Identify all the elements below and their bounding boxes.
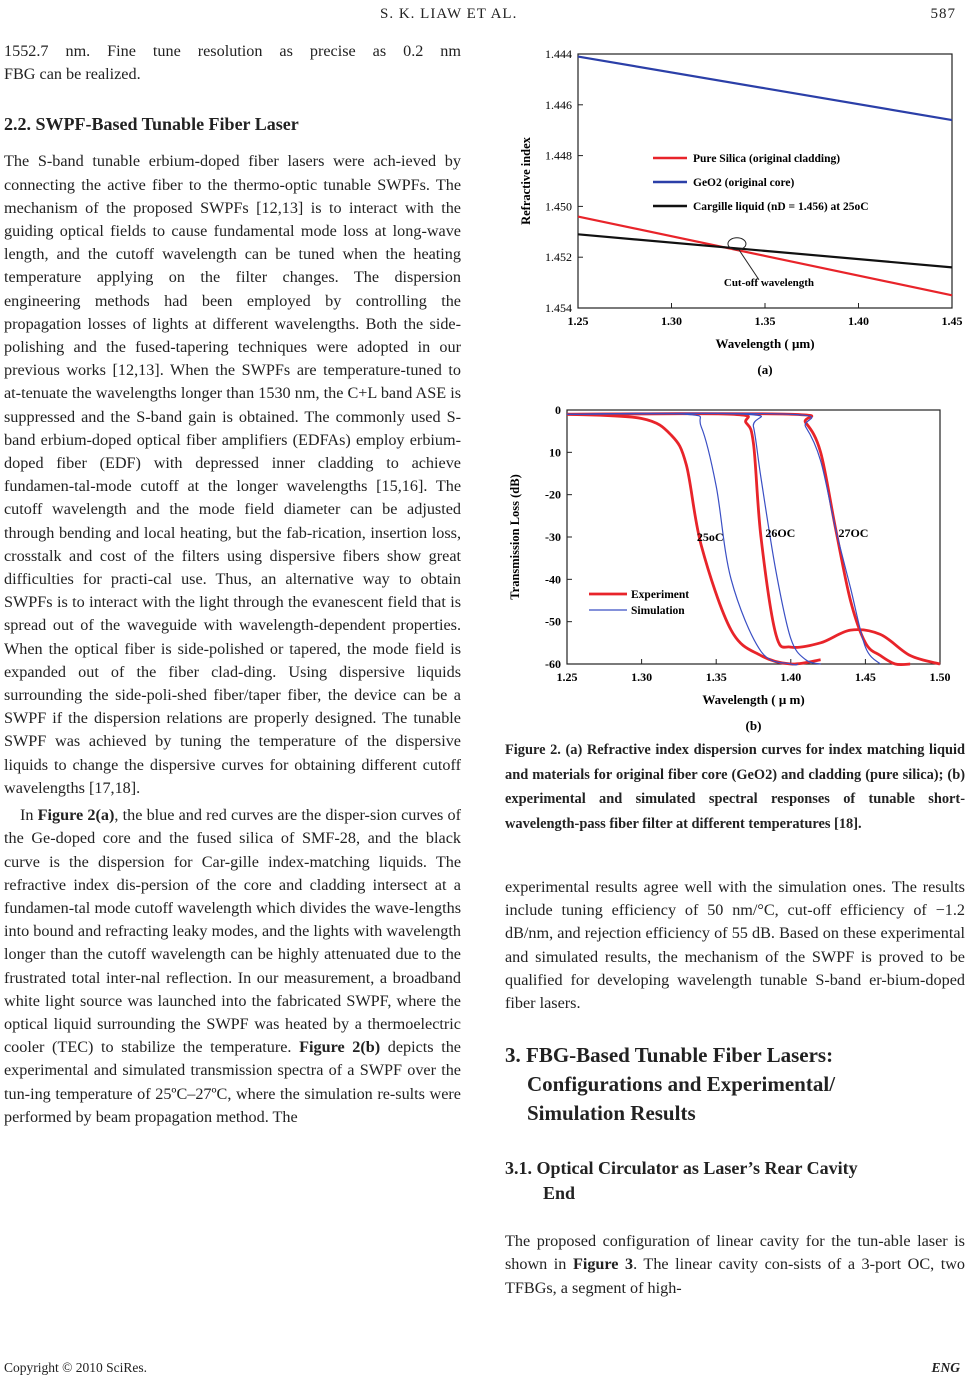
y-tick-label: 1.444 [545, 47, 572, 61]
y-tick-label: -30 [545, 530, 561, 544]
x-tick-label: 1.25 [556, 670, 578, 684]
panel-label: (a) [757, 362, 773, 377]
x-tick-label: 1.30 [631, 670, 653, 684]
legend-entry-0: Pure Silica (original cladding) [693, 153, 841, 165]
x-tick-label: 1.40 [780, 670, 802, 684]
y-tick-label: 1.446 [545, 97, 572, 112]
running-title: S. K. LIAW ET AL. [380, 6, 518, 22]
page-number: 587 [930, 6, 956, 22]
x-tick-label: 1.45 [854, 670, 876, 684]
y-tick-label: -40 [545, 572, 561, 587]
x-tick-label: 1.50 [929, 670, 951, 684]
x-tick-label: 1.35 [705, 670, 727, 684]
section-heading-3-1: 3.1. Optical Circulator as Laser’s Rear Cavity End [505, 1158, 858, 1204]
y-tick-label: -50 [545, 614, 561, 629]
y-tick-label: 1.454 [545, 301, 572, 315]
legend-entry-1: GeO2 (original core) [693, 177, 795, 189]
left-column [4, 40, 461, 1129]
legend-entry-2: Cargille liquid (nD = 1.456) at 25oC [693, 201, 869, 213]
temperature-label-2: 27OC [838, 526, 869, 540]
y-tick-label: -20 [545, 487, 561, 502]
section-heading-3: 3. FBG-Based Tunable Fiber Lasers: Configurations and Experimental/ Simulation Results [505, 1043, 836, 1126]
figure-ref-3[interactable]: Figure 3 [572, 1255, 634, 1274]
x-axis-label: Wavelength ( μ m) [702, 692, 805, 707]
figure-ref-2b[interactable]: Figure 2(b) [299, 1038, 381, 1057]
y-axis-label: Refractive index [519, 137, 533, 225]
figure-2-caption: Figure 2. (a) Refractive index dispersion curves for index matching liquid and materials for original fiber core (GeO2) and cladding (pure silica); (b) experimental and simulated spectral responses of tunable short-wavelength-pass fiber filter at different temperatures [18]. [505, 742, 965, 832]
x-tick-label: 1.25 [567, 314, 589, 328]
x-tick-label: 1.40 [848, 314, 869, 328]
x-tick-label: 1.35 [754, 314, 776, 328]
chart-a [505, 40, 965, 380]
body-paragraph-2: In Figure 2(a), the blue and red curves are the disper-sion curves of the Ge-doped core and the fused silica of SMF-28, and the black curve is the dispersion for Car-gille index-matching liquids. The refractive index dis-persion of the core and cladding intersect at a fundamen-tal mode cutoff wavelength which divides the wave-lengths into bound and refracting leaky modes, and the lights with wavelength longer than the cutoff wavelength can be highly attenuated due to the frustrated total inter-nal reflection. In our measurement, a broadband white light source was launched into the fabricated SWPF, where the optical liquid surrounding the SWPF was heated by a thermoelectric cooler (TEC) to stabilize the temperature. Figure 2(b) depicts the experimental and simulated transmission spectra of a SWPF over the tun-ing temperature of 25ºC–27ºC, where the simulation re-sults were performed by beam propagation method. The [4, 806, 462, 1126]
figure-ref-2a[interactable]: Figure 2(a) [37, 806, 115, 825]
section-heading-2-2: 2.2. SWPF-Based Tunable Fiber Laser [4, 114, 299, 135]
y-tick-label: -60 [545, 657, 561, 671]
x-tick-label: 1.45 [941, 314, 963, 328]
y-tick-label: 1.452 [545, 250, 572, 265]
body-paragraph-1: The S-band tunable erbium-doped fiber lasers were ach-ieved by connecting the active fiber to the thermo-optic tunable SWPFs. The mechanism of the proposed SWPFs [12,13] is to interact with the guiding optical fields to cause fundamental mode loss at long-wave length, and the cutoff wavelength can be tuned when the heating temperature applying on the filter changes. The dispersion engineering methods had been employed by controlling the propagation losses of lights at different wavelengths. Both the side-polishing and the fused-tapering techniques were adopted in our previous works [12,13]. When the SWPFs are temperature-tuned to at-tenuate the wavelengths longer than 1530 nm, the C+L band ASE is suppressed and the S-band gain is obtained. The commonly used S-band erbium-doped optical fiber amplifiers (EDFAs) employ erbium-doped fiber (EDF) with depressed inner cladding to achieve fundamen-tal-mode cutoff at the longer wavelengths [15,16]. The cutoff wavelength and the mode field diameter can be adjusted through bending and local heating, but the fab-rication, insertion loss, crosstalk and cost of the filters using dispersive fibers show great difficulties for practi-cal use. Thus, an alternative way to obtain SWPFs is to interact with the light through the evanescent field that is spread out of the waveguide with wavelength-dependent properties. When the optical fiber is side-polished or tapered, the mode field is expanded out of the fiber clad-ding. Using dispersive liquids surrounding the side-poli-shed fiber/taper fiber, the device can be a SWPF if the dispersion relations are properly designed. The tunable SWPF was achieved by tuning the temperature of the dispersive liquids to change the dispersive curves for obtaining different cutoff wavelengths [17,18]. [4, 152, 461, 797]
panel-label: (b) [745, 718, 762, 733]
footer-copyright: Copyright © 2010 SciRes. [4, 1360, 148, 1375]
temperature-label-1: 26OC [765, 526, 796, 540]
intro-line-2: FBG can be realized. [4, 65, 141, 84]
y-tick-label: 1.448 [545, 148, 572, 163]
y-tick-label: 1.450 [545, 199, 572, 214]
annotation-label: Cut-off wavelength [723, 276, 815, 289]
legend-entry-0: Experiment [631, 589, 690, 601]
body-paragraph-4: The proposed configuration of linear cavity for the tun-able laser is shown in Figure 3. The linear cavity con-sists of a 3-port OC, two TFBGs, a segment of high- [505, 1232, 965, 1297]
x-tick-label: 1.30 [661, 314, 682, 328]
temperature-label-0: 25oC [696, 530, 724, 545]
y-axis-label: Transmission Loss (dB) [508, 474, 522, 600]
legend-entry-1: Simulation [631, 605, 685, 617]
footer-journal: ENG [931, 1360, 960, 1375]
y-tick-label: 10 [549, 445, 561, 460]
y-tick-label: 0 [555, 403, 561, 417]
right-column-body [505, 876, 965, 1300]
intro-line-1: 1552.7 nm. Fine tune resolution as precise as 0.2 nm [4, 42, 461, 60]
x-axis-label: Wavelength ( μm) [715, 336, 815, 351]
body-paragraph-3: experimental results agree well with the simulation ones. The results include tuning efficiency of 50 nm/°C, cut-off efficiency of −1.2 dB/nm, and rejection efficiency of 55 dB. Based on these experimental and simulated results, the mechanism of the SWPF is proved to be qualified for developing wavelength tunable S-band er-bium-doped fiber lasers. [505, 878, 965, 1013]
chart-b [505, 390, 965, 740]
figure-2 [505, 40, 965, 740]
